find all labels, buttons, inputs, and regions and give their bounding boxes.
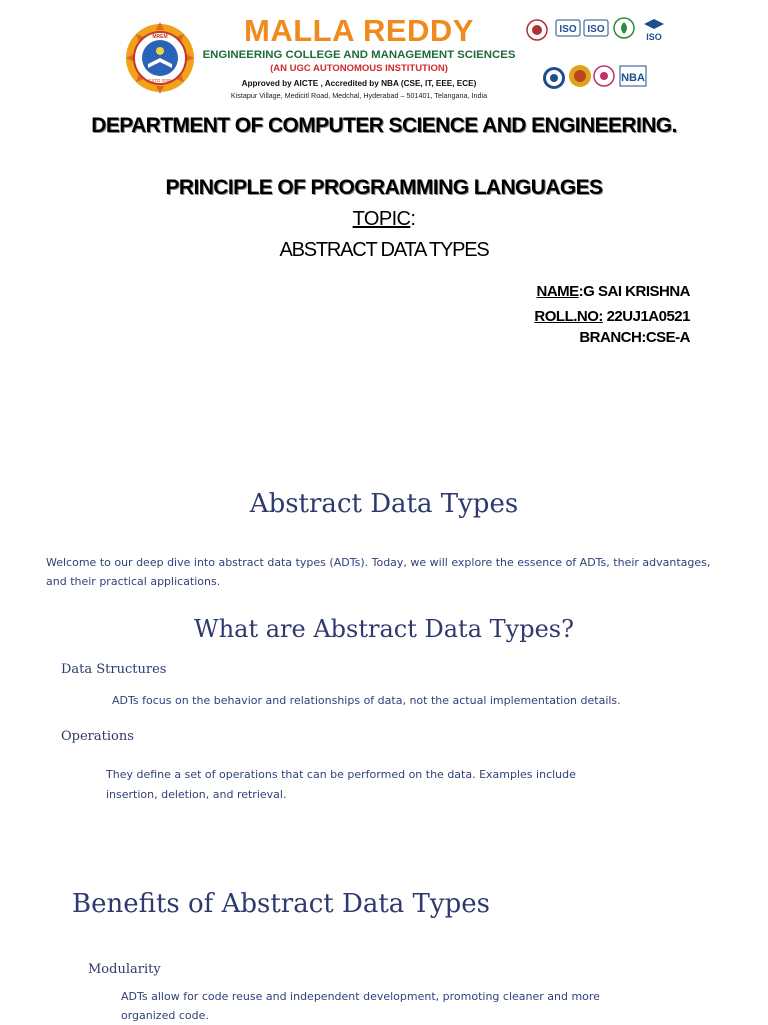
student-name-line bbox=[536, 282, 690, 302]
department-title: DEPARTMENT OF COMPUTER SCIENCE AND ENGINEERING. bbox=[91, 114, 677, 137]
roll-label: ROLL.NO: bbox=[534, 308, 603, 325]
subheading-operations: Operations bbox=[61, 729, 134, 744]
roll-value: 22UJ1A0521 bbox=[602, 308, 690, 325]
modularity-text: ADTs allow for code reuse and independent development, promoting cleaner and more organized code. bbox=[121, 990, 600, 1022]
iso-cap-badge-icon bbox=[644, 19, 664, 42]
name-value: :G SAI KRISHNA bbox=[578, 283, 690, 300]
svg-text:NBA: NBA bbox=[621, 72, 645, 84]
college-name: MALLA REDDY bbox=[244, 13, 474, 48]
section-heading-what-are-adts: What are Abstract Data Types? bbox=[194, 615, 574, 643]
name-label: NAME bbox=[536, 283, 579, 300]
college-subtitle: ENGINEERING COLLEGE AND MANAGEMENT SCIENCES bbox=[202, 49, 516, 61]
college-emblem-logo bbox=[124, 20, 196, 98]
topic-title: ABSTRACT DATA TYPES bbox=[279, 239, 489, 261]
college-approval-text: Approved by AICTE , Accredited by NBA (CSE, IT, EEE, ECE) bbox=[241, 79, 477, 88]
college-autonomous-label: (AN UGC AUTONOMOUS INSTITUTION) bbox=[270, 63, 448, 74]
course-title: PRINCIPLE OF PROGRAMMING LANGUAGES bbox=[165, 176, 603, 199]
roll-number-line bbox=[534, 307, 690, 327]
topic-colon: : bbox=[410, 208, 416, 230]
pink-seal-icon bbox=[594, 66, 614, 86]
topic-label: TOPIC bbox=[352, 208, 411, 230]
iso-badge-icon bbox=[584, 20, 608, 36]
operations-text: They define a set of operations that can be performed on the data. Examples include insertion, deletion, and retrieval. bbox=[106, 768, 576, 801]
svg-text:ISO: ISO bbox=[646, 32, 662, 42]
emblem-text: MREM bbox=[152, 34, 168, 40]
nba-badge-icon bbox=[620, 66, 646, 86]
ugc-seal-icon bbox=[527, 20, 547, 40]
section-heading-benefits: Benefits of Abstract Data Types bbox=[72, 889, 490, 919]
college-address: Kistapur Village, Medicitl Road, Medchal, Hyderabad – 501401, Telangana, India bbox=[230, 91, 488, 100]
data-structures-text: ADTs focus on the behavior and relationships of data, not the actual implementation details. bbox=[112, 694, 621, 707]
page-heading: Abstract Data Types bbox=[249, 489, 519, 519]
iso-badge-icon bbox=[556, 20, 580, 36]
iso-round-badge-icon bbox=[543, 67, 565, 89]
svg-text:ISO: ISO bbox=[559, 24, 577, 35]
subheading-modularity: Modularity bbox=[88, 962, 161, 977]
intro-paragraph: Welcome to our deep dive into abstract data types (ADTs). Today, we will explore the essence of ADTs, their advantages, and their practical applications. bbox=[46, 556, 711, 588]
branch-line: BRANCH:CSE-A bbox=[579, 329, 690, 346]
accreditation-badges bbox=[520, 16, 670, 100]
svg-text:ISO: ISO bbox=[587, 24, 605, 35]
subheading-data-structures: Data Structures bbox=[61, 662, 167, 677]
green-campus-icon bbox=[614, 18, 634, 38]
emblem-year: ESTD 2008 bbox=[148, 78, 172, 83]
gold-seal-icon bbox=[569, 65, 591, 87]
topic-label-line bbox=[0, 207, 768, 231]
